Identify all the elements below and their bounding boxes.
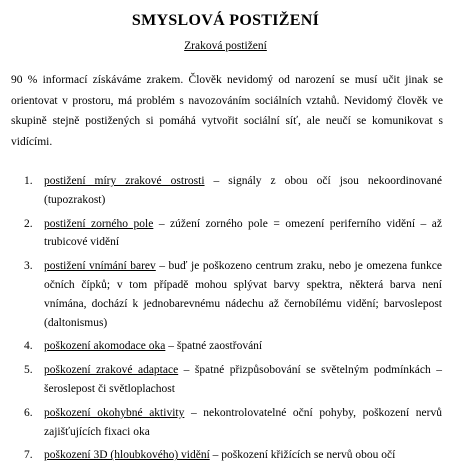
list-item (24, 215, 442, 253)
list-item-number: 3. (24, 260, 33, 273)
document-title: SMYSLOVÁ POSTIŽENÍ (131, 12, 320, 29)
list-item-text: – poškození křižících se nervů obou očí (209, 449, 396, 462)
impairment-list (24, 172, 442, 470)
list-item-text: – špatné přizpůsobování se světelným podmínkách – šeroslepost či světloplachost (44, 364, 442, 395)
list-item-number: 2. (24, 217, 33, 230)
list-item (24, 446, 442, 465)
list-item (24, 172, 442, 210)
list-item (24, 404, 442, 442)
list-item-number: 6. (24, 406, 33, 419)
list-item (24, 361, 442, 399)
list-item (24, 337, 442, 356)
list-item-term: postižení vnímání barev (44, 260, 156, 273)
list-item-number: 1. (24, 175, 33, 187)
document-subtitle: Zraková postižení (184, 40, 267, 52)
list-item-text: – buď je poškozeno centrum zraku, nebo je omezena funkce očních čípků; v tom případě mohou splývat barvy spektra, některá barva není vnímána, dochází k jednobarevnému nádechu až černobílému vidění; barvoslepost (daltonismus) (44, 260, 442, 329)
list-item-term: poškození akomodace oka (44, 340, 166, 353)
list-item-number: 5. (24, 364, 33, 377)
list-item-term: poškození zrakové adaptace (44, 364, 179, 377)
list-item-number: 7. (24, 449, 33, 462)
list-item-text: – zúžení zorného pole = omezení periferního vidění – až trubicové vidění (44, 217, 442, 249)
list-item-text: – signály z obou očí jsou nekoordinované (tupozrakost) (44, 175, 442, 206)
list-item (24, 257, 442, 332)
list-item-term: poškození okohybné aktivity (44, 406, 185, 419)
intro-paragraph: 90 % informací získáváme zrakem. Člověk nevidomý od narození se musí učit jinak se orientovat v prostoru, má problém s navozováním sociálních vztahů. Nevidomý člověk ve skupině stejně postižených si pomáhá vytvořit sociální síť, ale neučí se komunikovat s vidícími. (11, 74, 443, 148)
list-item-term: poškození 3D (hloubkového) vidění (44, 449, 210, 462)
list-item-number: 4. (24, 340, 33, 353)
list-item-term: postižení zorného pole (44, 217, 154, 230)
list-item-text: – špatné zaostřování (165, 340, 263, 353)
list-item-term: postižení míry zrakové ostrosti (44, 175, 205, 187)
list-item-text: – nekontrolovatelné oční pohyby, poškození nervů zajišťujících fixaci oka (44, 406, 442, 438)
